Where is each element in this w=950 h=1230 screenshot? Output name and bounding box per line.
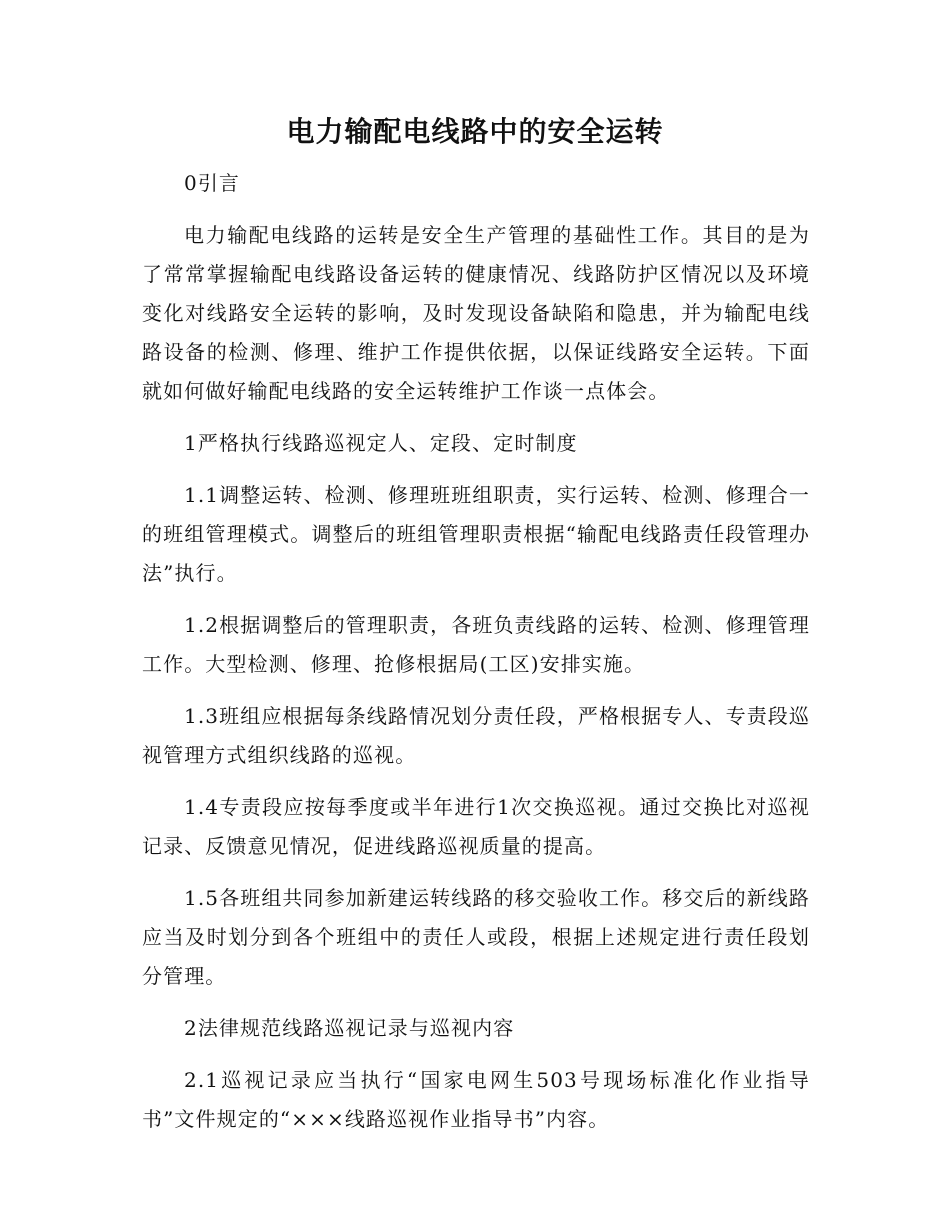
paragraph-1-2: 1.2根据调整后的管理职责，各班负责线路的运转、检测、修理管理工作。大型检测、修理、抢修根据局(工区)安排实施。 [142,613,810,676]
paragraph-section-2-heading: 2法律规范线路巡视记录与巡视内容 [184,1016,515,1040]
paragraph-1-3: 1.3班组应根据每条线路情况划分责任段，严格根据专人、专责段巡视管理方式组织线路的巡视。 [142,704,810,767]
paragraph-section-1-heading: 1严格执行线路巡视定人、定段、定时制度 [184,431,578,455]
paragraph-2-1: 2.1巡视记录应当执行“国家电网生503号现场标准化作业指导书”文件规定的“×××线路巡视作业指导书”内容。 [142,1068,810,1131]
paragraph-1-1: 1.1调整运转、检测、修理班班组职责，实行运转、检测、修理合一的班组管理模式。调整后的班组管理职责根据“输配电线路责任段管理办法”执行。 [142,483,810,585]
document-body [142,164,810,1152]
paragraph-intro-heading: 0引言 [184,171,241,195]
paragraph-1-5: 1.5各班组共同参加新建运转线路的移交验收工作。移交后的新线路应当及时划分到各个班组中的责任人或段，根据上述规定进行责任段划分管理。 [142,886,810,988]
paragraph-intro: 电力输配电线路的运转是安全生产管理的基础性工作。其目的是为了常常掌握输配电线路设备运转的健康情况、线路防护区情况以及环境变化对线路安全运转的影响，及时发现设备缺陷和隐患，并为输配电线路设备的检测、修理、维护工作提供依据，以保证线路安全运转。下面就如何做好输配电线路的安全运转维护工作谈一点体会。 [142,223,810,403]
paragraph-1-4: 1.4专责段应按每季度或半年进行1次交换巡视。通过交换比对巡视记录、反馈意见情况，促进线路巡视质量的提高。 [142,795,810,858]
document-title: 电力输配电线路中的安全运转 [286,115,664,148]
